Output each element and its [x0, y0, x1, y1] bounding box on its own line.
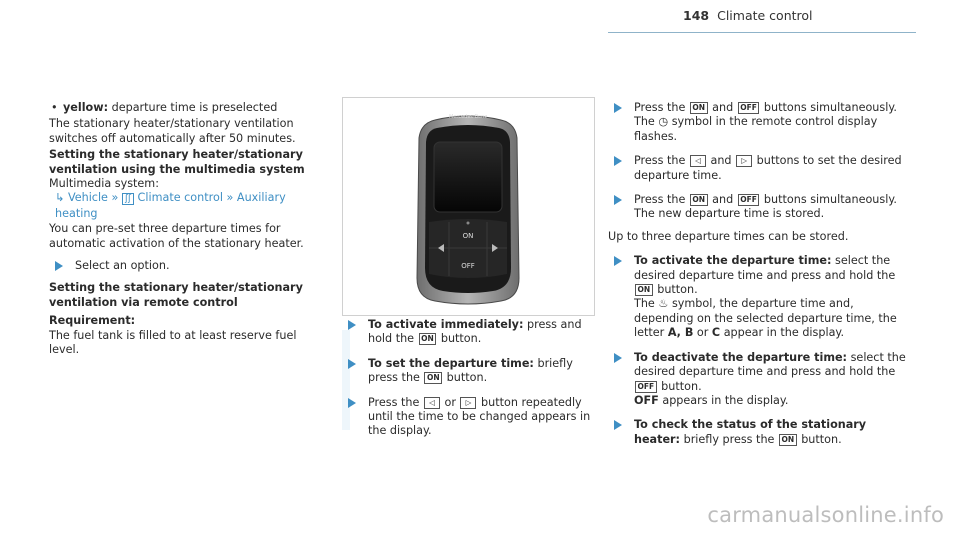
path-vehicle[interactable]: Vehicle — [67, 191, 108, 205]
off-key-icon: OFF — [635, 381, 657, 393]
note-three-times: Up to three departure times can be stored. — [608, 229, 849, 243]
left-column — [49, 101, 325, 358]
step-arrow-icon — [614, 195, 622, 205]
step-arrow-icon — [614, 420, 622, 430]
requirement-text: The fuel tank is filled to at least reserve fuel level. — [49, 328, 297, 357]
step-arrow-icon — [614, 256, 622, 266]
step-change-time: Press the ◁ or ▷ button repeatedly until the time to be changed appears in the display. — [342, 396, 593, 439]
step-set-time: Press the ◁ and ▷ buttons to set the desired departure time. — [608, 154, 913, 183]
on-key-icon: ON — [424, 372, 442, 384]
para-auto-off: The stationary heater/stationary ventilation switches off automatically after 50 minutes. — [49, 117, 296, 145]
step-arrow-icon — [348, 320, 356, 330]
left-key-icon: ◁ — [690, 155, 706, 167]
middle-column — [342, 318, 593, 439]
heater-icon: ♨ — [658, 297, 669, 311]
step-arrow-icon — [614, 156, 622, 166]
on-key-icon: ON — [690, 102, 708, 114]
clock-icon: ◷ — [658, 115, 669, 129]
para-preset: You can pre-set three departure times for automatic activation of the stationary heater. — [49, 222, 304, 250]
bullet-yellow: • yellow: departure time is preselected — [49, 101, 325, 115]
step-activate-immediately: To activate immediately: press and hold the ON button. — [342, 318, 593, 347]
multimedia-label: Multimedia system: — [49, 177, 159, 191]
step-arrow-icon — [348, 398, 356, 408]
step-simultaneous-2: Press the ON and OFF buttons simultaneously. The new departure time is stored. — [608, 193, 913, 222]
step-arrow-icon — [614, 353, 622, 363]
on-key-icon: ON — [690, 194, 708, 206]
step-activate-departure: To activate the departure time: select the desired departure time and press and hold the ON button. The ♨ symbol, the departure time and, depending on the selected departure time, the letter A, B or C appear in the display. — [608, 254, 913, 340]
path-climate[interactable]: Climate control — [137, 191, 223, 205]
step-arrow-icon — [348, 359, 356, 369]
brand-label: Mercedes-Benz — [449, 114, 487, 120]
right-key-icon: ▷ — [460, 397, 476, 409]
right-key-icon: ▷ — [736, 155, 752, 167]
path-sep-icon: » — [226, 191, 234, 205]
on-key-icon: ON — [635, 284, 653, 296]
page-number: 148 — [683, 8, 710, 23]
page-header — [683, 8, 813, 23]
off-key-icon: OFF — [738, 102, 760, 114]
off-key-icon: OFF — [738, 194, 760, 206]
section-title: Climate control — [717, 8, 813, 23]
step-arrow-icon — [614, 103, 622, 113]
step-check-status: To check the status of the stationary heater: briefly press the ON button. — [608, 418, 913, 447]
menu-path — [49, 191, 325, 221]
left-key-icon: ◁ — [424, 397, 440, 409]
path-sep-icon: » — [111, 191, 119, 205]
watermark: carmanualsonline.info — [707, 503, 944, 527]
step-select-option: Select an option. — [49, 259, 325, 273]
right-column — [608, 101, 913, 447]
path-aux-heating[interactable]: Auxiliary heating — [55, 191, 286, 220]
remote-control-figure — [342, 97, 595, 316]
step-set-departure: To set the departure time: briefly press the ON button. — [342, 357, 593, 386]
remote-control-illustration — [343, 98, 594, 315]
seat-heat-icon: ʃʃ — [122, 193, 134, 205]
step-simultaneous-1: Press the ON and OFF buttons simultaneously. The ◷ symbol in the remote control display flashes. — [608, 101, 913, 144]
off-button-label: OFF — [461, 262, 475, 270]
on-key-icon: ON — [779, 434, 797, 446]
header-rule — [608, 32, 916, 33]
step-deactivate-departure: To deactivate the departure time: select the desired departure time and press and hold the OFF button. OFF appears in the display. — [608, 351, 913, 409]
requirement-label: Requirement: — [49, 314, 136, 328]
heading-multimedia: Setting the stationary heater/stationary ventilation using the multimedia system — [49, 148, 305, 176]
on-button-label: ON — [462, 232, 474, 240]
path-arrow-icon: ↳ — [55, 191, 65, 205]
heading-remote: Setting the stationary heater/stationary ventilation via remote control — [49, 281, 303, 309]
on-key-icon: ON — [419, 333, 437, 345]
step-arrow-icon — [55, 261, 63, 271]
